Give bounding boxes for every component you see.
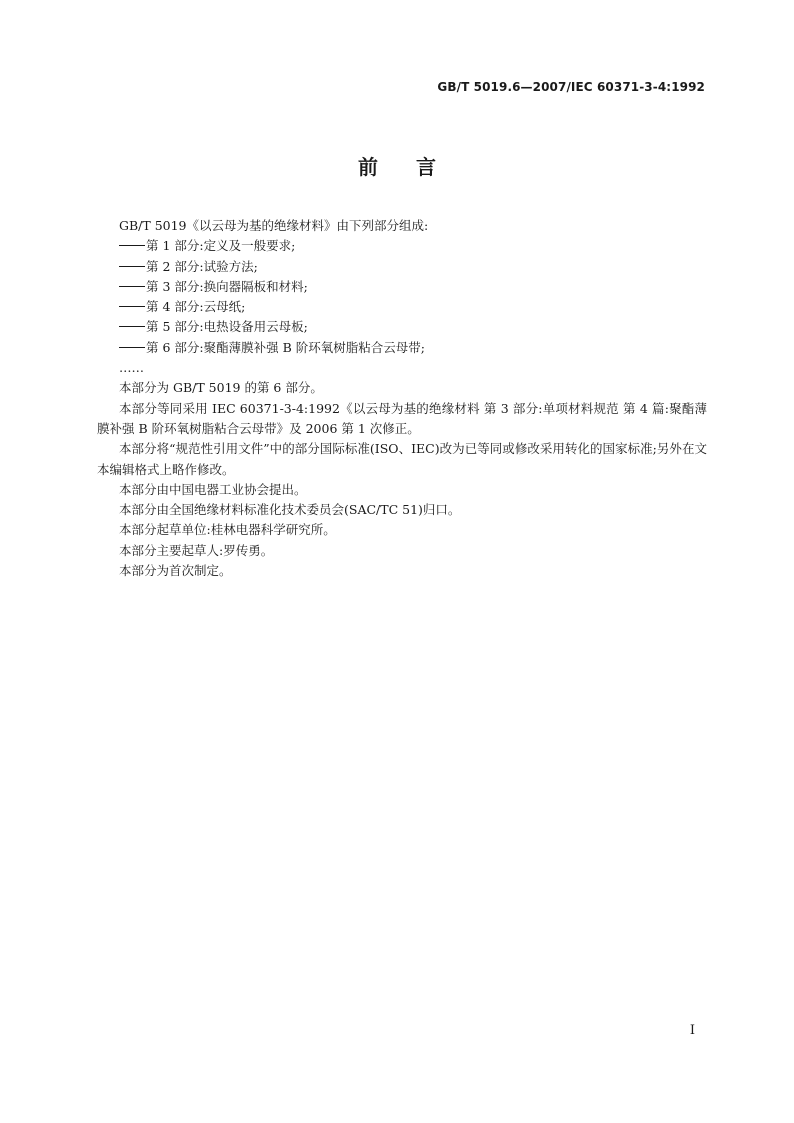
em-dash-rule [119, 347, 145, 348]
em-dash-rule [119, 306, 145, 307]
part-list-item-text: 第 5 部分:电热设备用云母板; [146, 319, 308, 335]
em-dash-rule [119, 245, 145, 246]
part-list-item [97, 338, 707, 358]
part-list-item [97, 297, 707, 317]
body-paragraph: 本部分将“规范性引用文件”中的部分国际标准(ISO、IEC)改为已等同或修改采用转化的国家标准;另外在文本编辑格式上略作修改。 [97, 441, 707, 477]
intro-paragraph: GB/T 5019《以云母为基的绝缘材料》由下列部分组成: [119, 218, 429, 233]
ellipsis-line: …… [119, 360, 144, 376]
em-dash-rule [119, 286, 145, 287]
part-list-item [97, 277, 707, 297]
em-dash-rule [119, 266, 145, 267]
body-paragraph: 本部分为 GB/T 5019 的第 6 部分。 [119, 380, 323, 396]
standard-code-header: GB/T 5019.6—2007/IEC 60371-3-4:1992 [437, 80, 705, 94]
part-list-item [97, 236, 707, 256]
part-list-item-text: 第 2 部分:试验方法; [146, 258, 258, 274]
body-paragraph: 本部分主要起草人:罗传勇。 [119, 542, 274, 558]
em-dash-rule [119, 326, 145, 327]
title-char-2: 言 [416, 155, 436, 179]
body-paragraph: 本部分等同采用 IEC 60371-3-4:1992《以云母为基的绝缘材料 第 3 部分:单项材料规范 第 4 篇:聚酯薄膜补强 B 阶环氧树脂粘合云母带》及 2006 第 1 次修正。 [97, 400, 707, 436]
page-title [0, 151, 794, 180]
page-number: I [689, 1023, 695, 1038]
body-paragraph: 本部分由全国绝缘材料标准化技术委员会(SAC/TC 51)归口。 [119, 502, 461, 518]
body-paragraph: 本部分由中国电器工业协会提出。 [119, 481, 307, 497]
part-list-item-text: 第 3 部分:换向器隔板和材料; [146, 278, 308, 294]
body-paragraph: 本部分起草单位:桂林电器科学研究所。 [119, 522, 336, 538]
part-list-item-text: 第 6 部分:聚酯薄膜补强 B 阶环氧树脂粘合云母带; [146, 339, 425, 355]
part-list-item [97, 317, 707, 337]
part-list-item [97, 257, 707, 277]
part-list-item-text: 第 1 部分:定义及一般要求; [146, 238, 296, 254]
body-paragraph: 本部分为首次制定。 [119, 563, 232, 579]
part-list-item-text: 第 4 部分:云母纸; [146, 299, 246, 315]
title-char-1: 前 [358, 155, 378, 179]
foreword-body [97, 216, 707, 581]
